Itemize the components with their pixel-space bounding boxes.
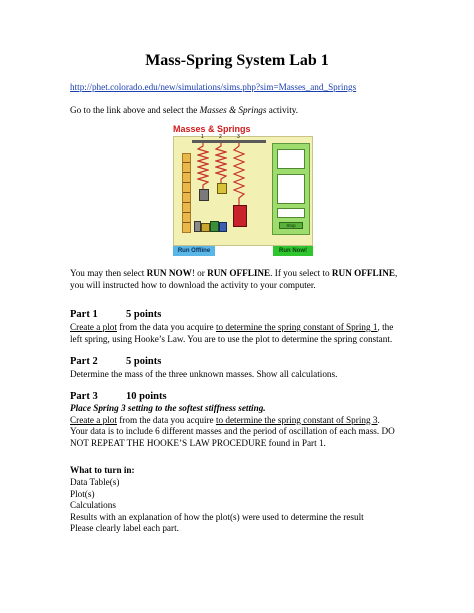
- panel-settings: [277, 174, 305, 204]
- panel-options: [277, 208, 305, 218]
- part1-points: 5 points: [126, 309, 162, 320]
- run-instructions: [70, 268, 430, 291]
- part3-heading: Part 3 10 points: [70, 391, 167, 402]
- hook-weight-icon: [194, 221, 201, 232]
- panel-stop-button[interactable]: Stop: [279, 222, 303, 229]
- spring-2-icon: [215, 143, 227, 183]
- sim-stage: [173, 136, 313, 246]
- spring-label-2: 2: [219, 134, 222, 140]
- spring-1-icon: [197, 143, 209, 189]
- turn-in-heading: What to turn in:: [70, 465, 135, 475]
- spring-label-3: 3: [237, 134, 240, 140]
- part1-heading: Part 1 5 points: [70, 309, 162, 320]
- page-title: Mass-Spring System Lab 1: [145, 52, 329, 69]
- ruler-icon: [182, 153, 191, 233]
- list-item: Calculations: [70, 500, 116, 510]
- run-now-button[interactable]: Run Now!: [273, 246, 313, 256]
- spring-3-icon: [233, 143, 245, 205]
- intro-text: Go to the link above and select the Masses & Springs activity.: [70, 105, 299, 115]
- run-offline-button[interactable]: Run Offline: [173, 246, 215, 256]
- activity-name: Masses & Springs: [199, 105, 267, 115]
- part1-text: Create a plot from the data you acquire to determine the spring constant of Spring 1, the left spring, using Hooke’s Law. You are to use the plot to determine the spring constant.: [70, 322, 394, 344]
- part3-text: Place Spring 3 setting to the softest stiffness setting. Create a plot from the data you acquire to determine the spring constant of Spring 3. Your data is to include 6 different masses and the period of oscillation of each mass. DO NOT REPEAT THE HOOKE’S LAW PROCEDURE found in Part 1.: [70, 403, 430, 449]
- sim-title: Masses & Springs: [173, 124, 251, 134]
- blue-mass-icon: [219, 222, 227, 232]
- mass-3-icon: [233, 205, 247, 227]
- phet-link[interactable]: http://phet.colorado.edu/new/simulations/sims.php?sim=Masses_and_Springs: [70, 82, 357, 92]
- run-line-1: You may then select RUN NOW! or RUN OFFLINE. If you select to RUN OFFLINE,: [70, 268, 398, 278]
- simulation-figure: [173, 124, 313, 256]
- mass-2-icon: [217, 183, 227, 194]
- mass-1-icon: [199, 189, 209, 201]
- part2-text: Determine the mass of the three unknown masses. Show all calculations.: [70, 369, 338, 379]
- control-panel: [272, 143, 310, 235]
- part2-points: 5 points: [126, 356, 162, 367]
- small-mass-icon: [201, 223, 210, 232]
- part3-instruction: Place Spring 3 setting to the softest stiffness setting.: [70, 403, 266, 413]
- green-mass-icon: [210, 221, 219, 232]
- list-item: Please clearly label each part.: [70, 523, 179, 533]
- spring-label-1: 1: [201, 134, 204, 140]
- turn-in-list: [70, 477, 430, 535]
- panel-readout: [277, 149, 305, 169]
- list-item: Results with an explanation of how the plot(s) were used to determine the result: [70, 511, 364, 522]
- list-item: Plot(s): [70, 488, 95, 499]
- list-item: Data Table(s): [70, 477, 120, 487]
- part3-points: 10 points: [126, 391, 167, 402]
- run-line-2: you will instructed how to download the activity to your computer.: [70, 279, 316, 290]
- part2-heading: Part 2 5 points: [70, 356, 162, 367]
